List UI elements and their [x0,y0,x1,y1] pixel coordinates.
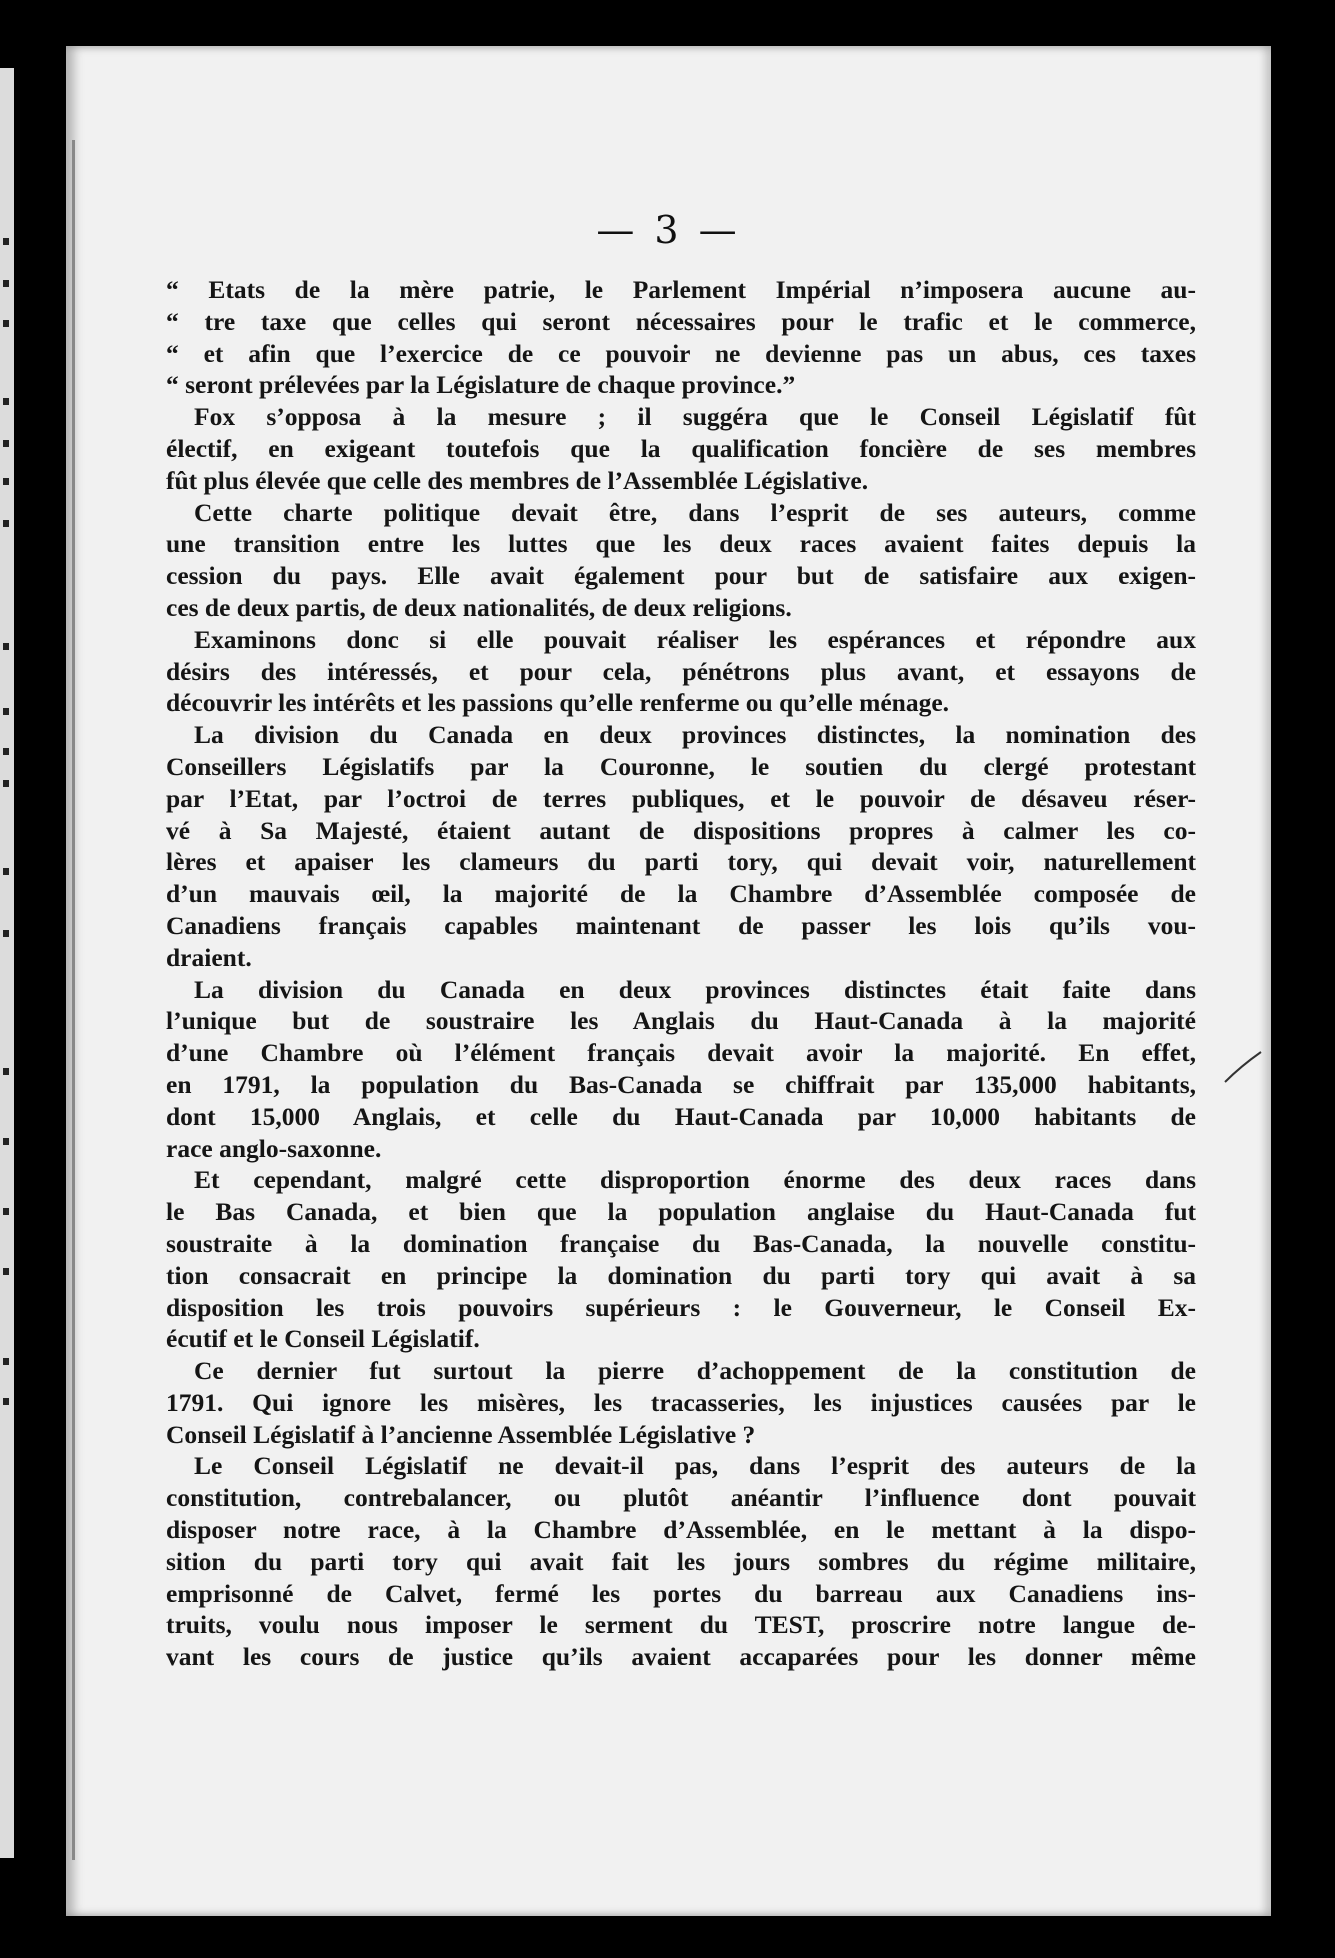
text-line: en 1791, la population du Bas-Canada se chiffrait par 135,000 habitants, [166,1069,1196,1099]
text-line: Conseil Législatif à l’ancienne Assemblée Législative ? [166,1419,756,1449]
text-line: Ce dernier fut surtout la pierre d’achoppement de la constitution de [194,1356,1196,1386]
adjacent-page-mark [3,1208,9,1215]
text-line: truits, voulu nous imposer le serment du TEST, proscrire notre langue de- [166,1610,1196,1640]
text-line: le Bas Canada, et bien que la population anglaise du Haut-Canada fut [166,1197,1196,1227]
text-line: lères et apaiser les clameurs du parti tory, qui devait voir, naturellement [166,847,1196,877]
text-line: tion consacrait en principe la domination du parti tory qui avait à sa [166,1260,1196,1290]
text-line: découvrir les intérêts et les passions qu’elle renferme ou qu’elle ménage. [166,688,950,718]
text-line: ces de deux partis, de deux nationalités, de deux religions. [166,592,792,622]
text-line: d’une Chambre où l’élément français devait avoir la majorité. En effet, [166,1038,1196,1068]
text-line: dont 15,000 Anglais, et celle du Haut-Canada par 10,000 habitants de [166,1101,1196,1131]
text-line: une transition entre les luttes que les deux races avaient faites depuis la [166,529,1196,559]
adjacent-page-mark [3,520,9,527]
text-line: Examinons donc si elle pouvait réaliser les espérances et répondre aux [194,624,1196,654]
adjacent-page-mark [3,1398,9,1405]
text-line: Et cependant, malgré cette disproportion énorme des deux races dans [194,1165,1196,1195]
text-line: La division du Canada en deux provinces distinctes était faite dans [194,974,1196,1004]
text-line: vé à Sa Majesté, étaient autant de dispositions propres à calmer les co- [166,815,1196,845]
adjacent-page-mark [3,780,9,787]
text-line: cession du pays. Elle avait également pour but de satisfaire aux exigen- [166,561,1196,591]
adjacent-page-mark [3,440,9,447]
body-text [166,274,1196,1673]
text-line: “ Etats de la mère patrie, le Parlement Impérial n’imposera aucune au- [166,275,1196,304]
text-line: race anglo-saxonne. [166,1133,382,1163]
adjacent-page-mark [3,1138,9,1145]
adjacent-page-mark [3,643,9,650]
text-line: “ tre taxe que celles qui seront nécessaires pour le trafic et le commerce, [166,306,1196,336]
text-line: emprisonné de Calvet, fermé les portes du barreau aux Canadiens ins- [166,1578,1196,1608]
adjacent-page-mark [3,1068,9,1075]
adjacent-page-mark [3,478,9,485]
text-line: Cette charte politique devait être, dans l’esprit de ses auteurs, comme [194,497,1196,527]
text-line: sition du parti tory qui avait fait les jours sombres du régime militaire, [166,1546,1196,1576]
adjacent-page-mark [3,930,9,937]
adjacent-page-mark [3,868,9,875]
adjacent-page-mark [3,280,9,287]
text-line: écutif et le Conseil Législatif. [166,1324,480,1354]
stray-pen-mark [1223,1046,1263,1086]
text-line: désirs des intéressés, et pour cela, pénétrons plus avant, et essayons de [166,656,1196,686]
text-line: électif, en exigeant toutefois que la qualification foncière de ses membres [166,433,1196,463]
text-line: d’un mauvais œil, la majorité de la Chambre d’Assemblée composée de [166,879,1196,909]
adjacent-page-mark [3,748,9,755]
text-line: par l’Etat, par l’octroi de terres publiques, et le pouvoir de désaveu réser- [166,783,1196,813]
adjacent-page-mark [3,1358,9,1365]
text-line: Conseillers Législatifs par la Couronne, le soutien du clergé protestant [166,751,1196,781]
text-line: disposer notre race, à la Chambre d’Assemblée, en le mettant à la dispo- [166,1515,1196,1545]
text-line: soustraite à la domination française du Bas-Canada, la nouvelle constitu- [166,1228,1196,1258]
text-line: Le Conseil Législatif ne devait-il pas, dans l’esprit des auteurs de la [194,1451,1196,1481]
text-line: 1791. Qui ignore les misères, les tracasseries, les injustices causées par le [166,1387,1196,1417]
text-line: Fox s’opposa à la mesure ; il suggéra que le Conseil Législatif fût [194,402,1196,432]
text-line: fût plus élevée que celle des membres de l’Assemblée Législative. [166,465,869,495]
document-page [66,46,1271,1916]
adjacent-page-mark [3,1268,9,1275]
page-left-edge [72,140,75,1860]
text-line: l’unique but de soustraire les Anglais du Haut-Canada à la majorité [166,1006,1196,1036]
text-line: vant les cours de justice qu’ils avaient accaparées pour les donner même [166,1642,1196,1672]
text-line: “ et afin que l’exercice de ce pouvoir ne devienne pas un abus, ces taxes [166,338,1196,368]
adjacent-page-mark [3,238,9,245]
text-line: disposition les trois pouvoirs supérieurs : le Gouverneur, le Conseil Ex- [166,1292,1196,1322]
text-line: draient. [166,942,252,972]
text-line: “ seront prélevées par la Législature de chaque province.” [166,370,796,400]
text-line: La division du Canada en deux provinces distinctes, la nomination des [194,720,1196,750]
text-line: constitution, contrebalancer, ou plutôt anéantir l’influence dont pouvait [166,1483,1196,1513]
adjacent-page-mark [3,708,9,715]
adjacent-page-mark [3,320,9,327]
page-number: — 3 — [596,208,741,252]
adjacent-page-mark [3,398,9,405]
text-line: Canadiens français capables maintenant de passer les lois qu’ils vou- [166,910,1196,940]
adjacent-page-edge [0,68,14,1858]
